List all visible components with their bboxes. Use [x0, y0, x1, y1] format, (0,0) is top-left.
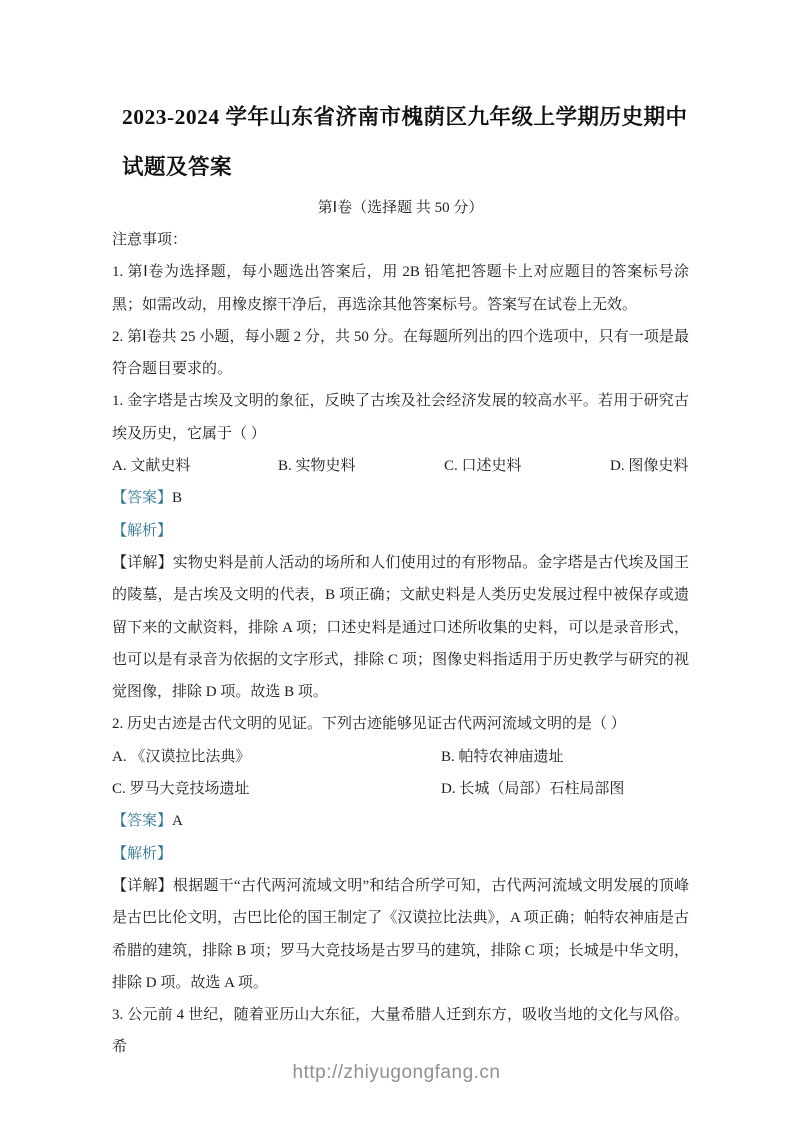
question-1-options	[112, 450, 689, 482]
question-2-stem: 2. 历史古迹是古代文明的见证。下列古迹能够见证古代两河流域文明的是（ ）	[112, 716, 626, 733]
question-1-stem: 1. 金字塔是古埃及文明的象征，反映了古埃及社会经济发展的较高水平。若用于研究古埃及历史，它属于（ ）	[112, 393, 689, 442]
question-1-option-d: D. 图像史料	[610, 458, 689, 475]
question-3-stem: 3. 公元前 4 世纪，随着亚历山大东征，大量希腊人迁到东方，吸收当地的文化与风俗。希	[112, 1007, 689, 1056]
question-1-option-b: B. 实物史料	[278, 458, 356, 475]
question-1-answer-value: B	[172, 490, 183, 507]
page-title: 2023-2024 学年山东省济南市槐荫区九年级上学期历史期中试题及答案	[122, 105, 688, 179]
question-2-options-row-2	[112, 773, 689, 805]
question-1-answer-line	[112, 482, 689, 514]
answer-label: 【答案】	[112, 490, 173, 507]
question-2-analysis-label: 【解析】	[112, 845, 173, 862]
question-1-analysis-label: 【解析】	[112, 522, 173, 539]
question-1-detail: 【详解】实物史料是前人活动的场所和人们使用过的有形物品。金字塔是古代埃及国王的陵墓，是古埃及文明的代表，B 项正确；文献史料是人类历史发展过程中被保存或遗留下来的文献资料，排除 A 项；口述史料是通过口述所收集的史料，可以是录音形式，也可以是有录音为依据的文字形式，排除 C 项；图像史料指适用于历史教学与研究的视觉图像，排除 D 项。故选 B 项。	[112, 554, 689, 701]
question-2-option-a: A. 《汉谟拉比法典》	[112, 748, 251, 765]
question-2-option-d: D. 长城（局部）石柱局部图	[441, 781, 625, 798]
question-1-option-c: C. 口述史料	[444, 458, 522, 475]
question-2-answer-line	[112, 805, 689, 837]
question-2-option-b: B. 帕特农神庙遗址	[441, 748, 564, 765]
notes-heading: 注意事项：	[112, 232, 188, 248]
note-item-2: 2. 第Ⅰ卷共 25 小题，每小题 2 分，共 50 分。在每题所列出的四个选项中，只有一项是最符合题目要求的。	[112, 328, 689, 378]
answer-label: 【答案】	[112, 813, 173, 830]
question-2-detail: 【详解】根据题干“古代两河流域文明”和结合所学可知，古代两河流域文明发展的顶峰是古巴比伦文明，古巴比伦的国王制定了《汉谟拉比法典》，A 项正确；帕特农神庙是古希腊的建筑，排除 B 项；罗马大竞技场是古罗马的建筑，排除 C 项；长城是中华文明，排除 D 项。故选 A 项。	[112, 877, 689, 991]
question-1-option-a: A. 文献史料	[112, 458, 191, 475]
question-2-answer-value: A	[172, 813, 183, 830]
section-header: 第Ⅰ卷（选择题 共 50 分）	[317, 200, 484, 216]
note-item-1: 1. 第Ⅰ卷为选择题，每小题选出答案后，用 2B 铅笔把答题卡上对应题目的答案标号涂黑；如需改动，用橡皮擦干净后，再选涂其他答案标号。答案写在试卷上无效。	[112, 264, 689, 313]
document-content	[0, 92, 793, 1064]
question-2-option-c: C. 罗马大竞技场遗址	[112, 781, 250, 798]
footer-url: http://zhiyugongfang.cn	[292, 1062, 501, 1083]
question-2-options-row-1	[112, 741, 689, 773]
